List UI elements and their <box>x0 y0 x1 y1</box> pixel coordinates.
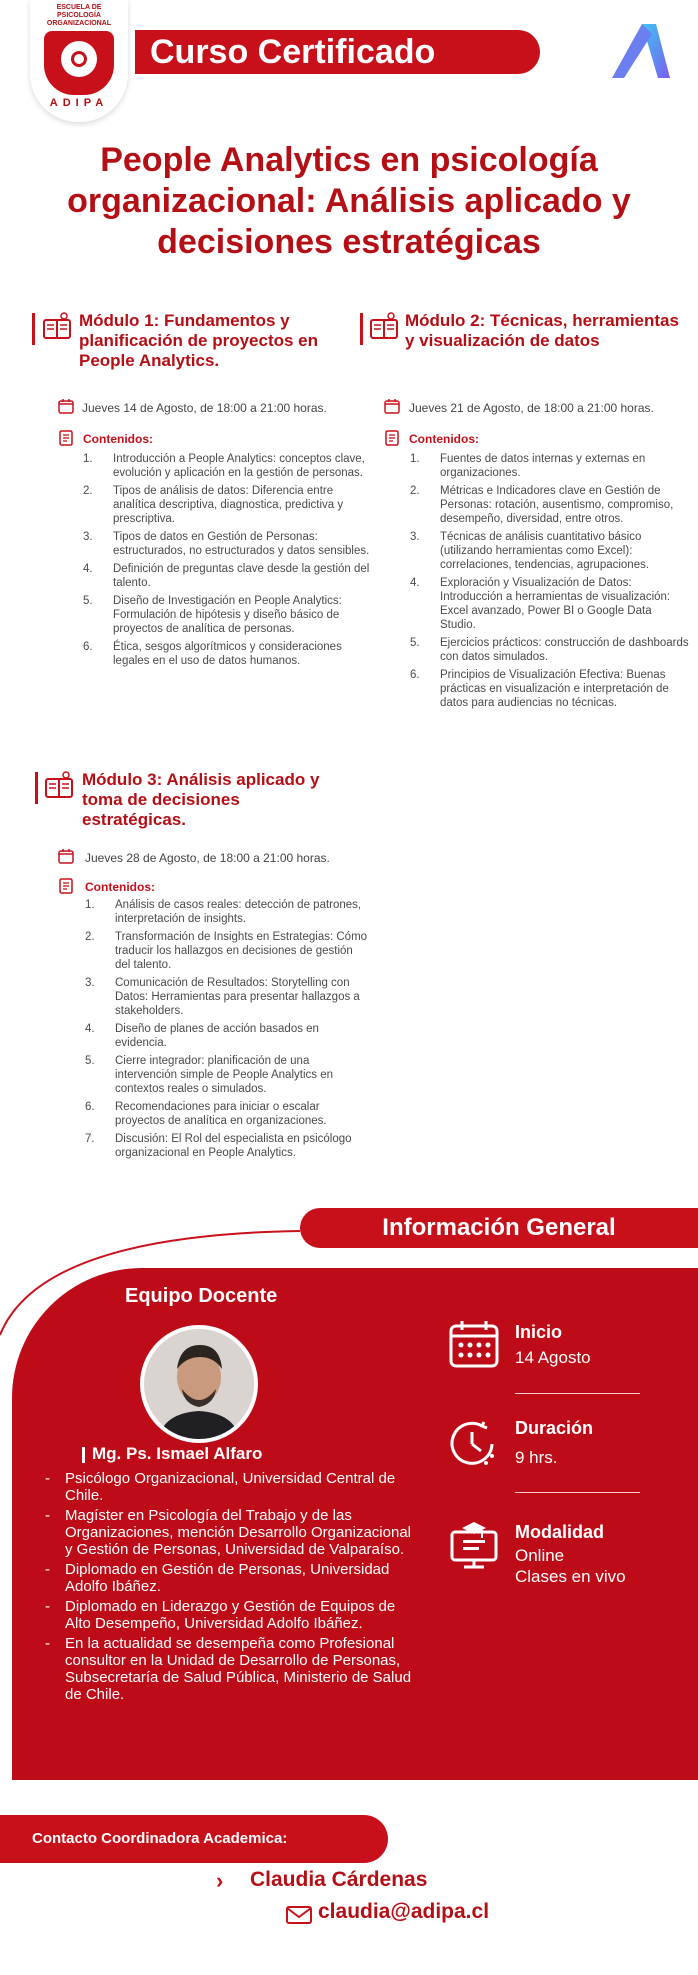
list-item: 1. Introducción a People Analytics: conceptos clave, evolución y aplicación en la gestión de personas. <box>83 453 365 479</box>
mode-value-live: Clases en vivo <box>515 1567 626 1586</box>
course-title: People Analytics en psicología organizacional: Análisis aplicado y decisiones estratégicas <box>67 141 631 261</box>
logo-school-name: ESCUELA DE PSICOLOGÍA ORGANIZACIONAL <box>46 4 112 27</box>
teacher-avatar <box>140 1325 258 1443</box>
chevron-right-icon: › <box>216 1868 224 1893</box>
module-book-icon <box>42 312 72 342</box>
teacher-name: Mg. Ps. Ismael Alfaro <box>92 1444 263 1463</box>
document-icon <box>384 430 400 446</box>
module-1-accent-bar <box>32 313 35 345</box>
module-2-contents-list <box>410 452 690 714</box>
list-item: 4. Definición de preguntas clave desde la gestión del talento. <box>83 563 370 589</box>
list-item: 6. Ética, sesgos algorítmicos y consideraciones legales en el uso de datos humanos. <box>83 641 342 667</box>
module-2-title: Módulo 2: Técnicas, herramientas y visualización de datos <box>405 311 679 350</box>
document-icon <box>58 430 74 446</box>
calendar-icon <box>448 1318 500 1370</box>
list-item: 7. Discusión: El Rol del especialista en psicólogo organizacional en People Analytics. <box>85 1133 352 1159</box>
module-2-accent-bar <box>360 313 363 345</box>
list-item: 3. Comunicación de Resultados: Storytelling con Datos: Herramientas para presentar hallazgos a stakeholders. <box>85 977 360 1017</box>
module-2-contents-label: Contenidos: <box>409 432 479 446</box>
module-1-contents-label: Contenidos: <box>83 432 153 446</box>
contact-banner-label: Contacto Coordinadora Academica: <box>32 1830 288 1847</box>
divider <box>515 1393 640 1394</box>
logo-shield-icon <box>44 31 114 95</box>
module-3-accent-bar <box>35 772 38 804</box>
list-item: 3. Tipos de datos en Gestión de Personas: estructurados, no estructurados y datos sensibles. <box>83 531 370 557</box>
list-item: 4. Diseño de planes de acción basados en evidencia. <box>85 1023 319 1049</box>
duration-value: 9 hrs. <box>515 1448 558 1467</box>
calendar-icon <box>58 848 74 864</box>
calendar-icon <box>384 398 400 414</box>
clock-icon <box>448 1418 500 1470</box>
list-item: 5. Diseño de Investigación en People Analytics: Formulación de hipótesis y diseño básico de proyectos de analítica de personas. <box>83 595 342 635</box>
contact-name: Claudia Cárdenas <box>250 1868 428 1891</box>
mail-icon <box>286 1906 312 1924</box>
module-1-date: Jueves 14 de Agosto, de 18:00 a 21:00 horas. <box>82 401 327 415</box>
list-item: 5. Cierre integrador: planificación de una intervención simple de People Analytics en contextos reales o simulados. <box>85 1055 333 1095</box>
mode-value-online: Online <box>515 1546 565 1565</box>
module-1-title: Módulo 1: Fundamentos y planificación de proyectos en People Analytics. <box>79 311 319 370</box>
list-item: 6. Principios de Visualización Efectiva: Buenas prácticas en visualización e interpretación de datos para audiencias no técnicas. <box>410 669 669 709</box>
list-item: - Magíster en Psicología del Trabajo y de las Organizaciones, mención Desarrollo Organizacional y Gestión de Personas, Universidad de Valparaíso. <box>45 1507 415 1558</box>
list-item: 2. Transformación de Insights en Estrategias: Cómo traducir los hallazgos en decisiones de gestión del talento. <box>85 931 368 971</box>
list-item: 1. Análisis de casos reales: detección de patrones, interpretación de insights. <box>85 899 362 925</box>
list-item: - Diplomado en Liderazgo y Gestión de Equipos de Alto Desempeño, Universidad Adolfo Ibáñez. <box>45 1598 415 1632</box>
module-1-contents-list <box>83 452 373 672</box>
divider <box>515 1492 640 1493</box>
general-info-title: Información General <box>382 1214 616 1241</box>
module-3-contents-list <box>85 898 370 1164</box>
module-2-date: Jueves 21 de Agosto, de 18:00 a 21:00 horas. <box>409 401 654 415</box>
list-item: 2. Métricas e Indicadores clave en Gestión de Personas: rotación, ausentismo, compromiso, desempeño, diversidad, entre otros. <box>410 485 674 525</box>
duration-label: Duración <box>515 1418 594 1438</box>
module-3-contents-label: Contenidos: <box>85 880 155 894</box>
document-icon <box>58 878 74 894</box>
list-item: - En la actualidad se desempeña como Profesional consultor en la Unidad de Desarrollo de Personas, Subsecretaría de Salud Pública, Ministerio de Salud de Chile. <box>45 1635 415 1703</box>
list-item: 6. Recomendaciones para iniciar o escalar proyectos de analítica en organizaciones. <box>85 1101 327 1127</box>
list-item: 4. Exploración y Visualización de Datos: Introducción a herramientas de visualización: Excel avanzado, Power BI o Google Data Studio. <box>410 577 671 631</box>
list-item: 2. Tipos de análisis de datos: Diferencia entre analítica descriptiva, diagnostica, predictiva y prescriptiva. <box>83 485 344 525</box>
contact-email-link[interactable]: claudia@adipa.cl <box>318 1900 490 1923</box>
mode-label: Modalidad <box>515 1522 604 1542</box>
module-3-title: Módulo 3: Análisis aplicado y toma de decisiones estratégicas. <box>82 770 320 829</box>
adipa-logo <box>30 0 128 122</box>
course-banner-label: Curso Certificado <box>150 33 436 71</box>
list-item: 1. Fuentes de datos internas y externas en organizaciones. <box>410 453 646 479</box>
module-3-date: Jueves 28 de Agosto, de 18:00 a 21:00 horas. <box>85 851 330 865</box>
start-label: Inicio <box>515 1322 563 1342</box>
start-value: 14 Agosto <box>515 1348 591 1367</box>
list-item: 3. Técnicas de análisis cuantitativo básico (utilizando herramientas como Excel): correlaciones, tendencias, agrupaciones. <box>410 531 650 571</box>
list-item: - Psicólogo Organizacional, Universidad Central de Chile. <box>45 1470 415 1504</box>
list-item: - Diplomado en Gestión de Personas, Universidad Adolfo Ibáñez. <box>45 1561 415 1595</box>
teacher-accent-bar <box>82 1447 85 1463</box>
module-book-icon <box>44 771 74 801</box>
teacher-cv-list <box>45 1470 415 1706</box>
brand-a-icon <box>612 22 670 80</box>
online-class-icon <box>448 1518 500 1570</box>
module-book-icon <box>369 312 399 342</box>
calendar-icon <box>58 398 74 414</box>
list-item: 5. Ejercicios prácticos: construcción de dashboards con datos simulados. <box>410 637 689 663</box>
logo-wordmark: ADIPA <box>49 97 109 109</box>
team-title: Equipo Docente <box>125 1285 278 1307</box>
